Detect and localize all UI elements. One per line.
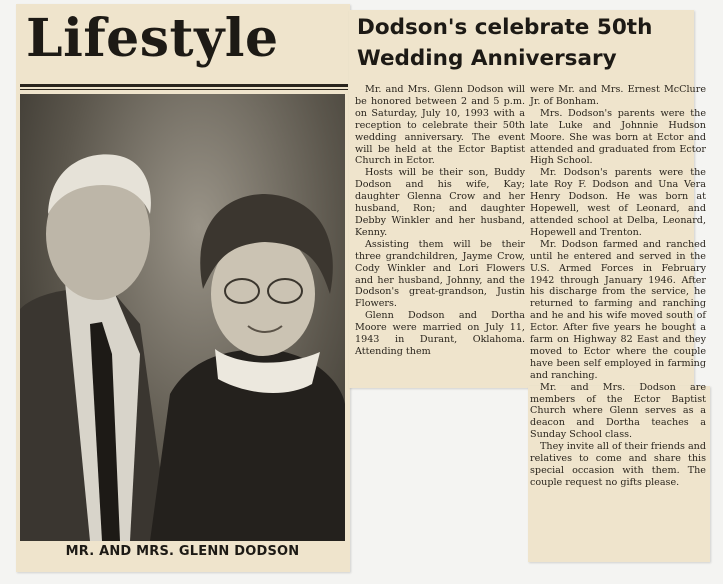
article-paragraph: Hosts will be their son, Buddy Dodson and his wife, Kay; daughter Glenna Crow and her husband, Ron; and daughter Debby Winkler and her husband, Kenny. xyxy=(355,167,525,238)
article-paragraph-continued: were Mr. and Mrs. Ernest McClure Jr. of Bonham. xyxy=(530,84,706,107)
masthead-rule-thick xyxy=(20,84,348,87)
article-paragraph: They invite all of their friends and relatives to come and share this special occasion with them. The couple request no gifts please. xyxy=(530,441,706,488)
article-paragraph: Assisting them will be their three grandchildren, Jayme Crow, Cody Winkler and Lori Flowers and her husband, Johnny, and the Dodson's great-grandson, Justin Flowers. xyxy=(355,238,525,310)
article-column-2 xyxy=(530,84,706,489)
couple-portrait-illustration xyxy=(20,94,345,541)
article-paragraph: Mr. Dodson farmed and ranched until he entered and served in the U.S. Armed Forces in February 1942 through January 1946. After his discharge from the service, he returned to farming and ranching and he and his wife moved south of Ector. After five years he bought a farm on Highway 82 East and they moved to Ector where the couple have been self employed in farming and ranching. xyxy=(530,238,706,381)
section-title: Lifestyle xyxy=(26,8,279,69)
article-paragraph: Mrs. Dodson's parents were the late Luke and Johnnie Hudson Moore. She was born at Ector and attended and graduated from Ector High School. xyxy=(530,107,706,167)
couple-photo xyxy=(20,94,345,541)
masthead-rule-thin xyxy=(20,89,348,90)
article-paragraph: Mr. Dodson's parents were the late Roy F. Dodson and Una Vera Henry Dodson. He was born at Hopewell, west of Leonard, and attended school at Delba, Leonard, Hopewell and Trenton. xyxy=(530,167,706,238)
article-paragraph: Mr. and Mrs. Glenn Dodson will be honored between 2 and 5 p.m. on Saturday, July 10, 1993 with a reception to celebrate their 50th wedding anniversary. The event will be held at the Ector Baptist Church in Ector. xyxy=(355,84,525,167)
photo-caption: MR. AND MRS. GLENN DODSON xyxy=(65,544,300,559)
headline-line-1: Dodson's celebrate 50th xyxy=(357,15,653,40)
headline-line-2: Wedding Anniversary xyxy=(357,46,617,71)
article-headline xyxy=(357,12,652,74)
article-column-1 xyxy=(355,84,525,358)
article-paragraph: Glenn Dodson and Dortha Moore were married on July 11, 1943 in Durant, Oklahoma. Attending them xyxy=(355,310,525,357)
article-paragraph: Mr. and Mrs. Dodson are members of the Ector Baptist Church where Glenn serves as a deacon and Dortha teaches a Sunday School class. xyxy=(530,381,706,441)
